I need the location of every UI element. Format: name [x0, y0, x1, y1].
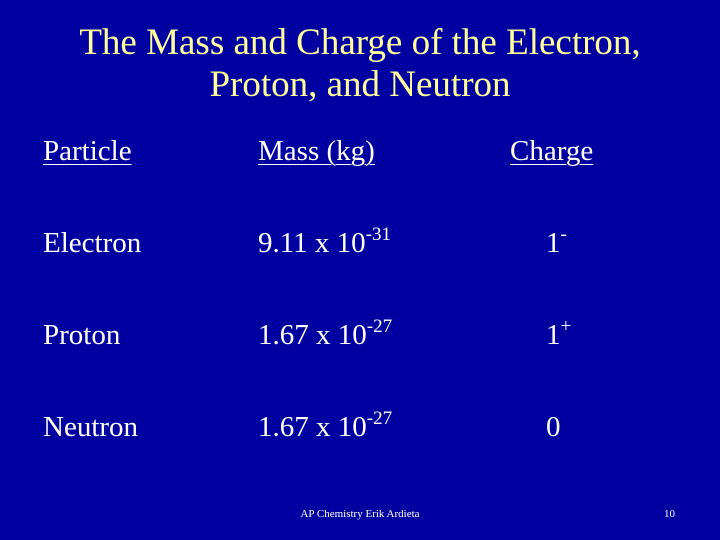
charge-value: 1	[546, 319, 561, 351]
charge-sign: +	[560, 316, 572, 337]
row-neutron-mass	[258, 408, 393, 443]
slide-title	[0, 22, 720, 106]
charge-sign: -	[560, 224, 567, 245]
mass-base: 9.11 x 10	[258, 227, 366, 259]
row-electron-charge	[546, 224, 567, 259]
charge-value: 0	[546, 411, 561, 443]
header-charge: Charge	[510, 135, 594, 167]
row-proton-particle: Proton	[43, 319, 121, 351]
row-neutron-charge	[546, 411, 561, 443]
charge-value: 1	[546, 227, 561, 259]
row-proton-mass	[258, 316, 393, 351]
mass-exponent: -27	[366, 408, 393, 429]
row-electron-particle: Electron	[43, 227, 142, 259]
header-particle: Particle	[43, 135, 132, 167]
mass-exponent: -27	[366, 316, 393, 337]
slide-footer: AP Chemistry Erik Ardieta	[300, 508, 420, 520]
header-mass: Mass (kg)	[258, 135, 375, 167]
row-proton-charge	[546, 316, 572, 351]
mass-exponent: -31	[365, 224, 392, 245]
mass-base: 1.67 x 10	[258, 411, 367, 443]
mass-base: 1.67 x 10	[258, 319, 367, 351]
slide-title-line-2: Proton, and Neutron	[209, 64, 511, 105]
row-electron-mass	[258, 224, 392, 259]
page-number: 10	[664, 508, 675, 520]
slide-title-line-1: The Mass and Charge of the Electron,	[79, 22, 641, 63]
row-neutron-particle: Neutron	[43, 411, 139, 443]
